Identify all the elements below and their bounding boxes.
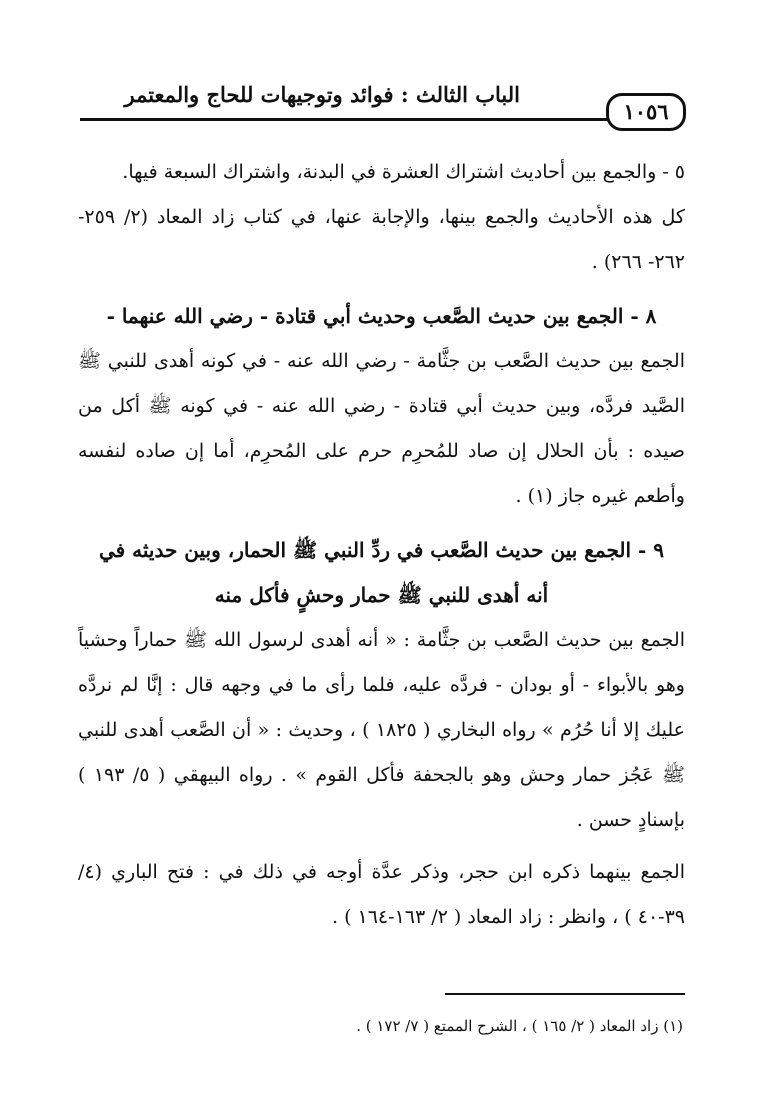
paragraph-conclusion: الجمع بينهما ذكره ابن حجر، وذكر عدَّة أوجه في ذلك في : فتح الباري (٤/ ٣٩-٤٠ ) ، وانظر : زاد المعاد ( ٢/ ١٦٣-١٦٤ ) . (78, 861, 685, 928)
paragraph-item-5: ٥ - والجمع بين أحاديث اشتراك العشرة في البدنة، واشتراك السبعة فيها. (122, 161, 685, 183)
section-heading-9-line-2: أنه أهدى للنبي ﷺ حمار وحشٍ فأكل منه (214, 583, 549, 607)
paragraph-section-9: الجمع بين حديث الصَّعب بن جثَّامة : « أنه أهدى لرسول الله ﷺ حماراً وحشياً وهو بالأبواء - أو بودان - فردَّه عليه، فلما رأى ما في وجهه قال : إنَّا لم نردَّه عليك إلا أنا حُرُم » رواه البخاري ( ١٨٢٥ ) ، وحديث : « أن الصَّعب أهدى للنبي ﷺ عَجُز حمار وحش وهو بالجحفة فأكل القوم » . رواه البيهقي ( ٥/ ١٩٣ ) بإسنادٍ حسن . (78, 629, 686, 831)
page-number: ١٠٥٦ (606, 93, 686, 131)
paragraph-reference: كل هذه الأحاديث والجمع بينها، والإجابة عنها، في كتاب زاد المعاد (٢/ ٢٥٩- ٢٦٢- ٢٦٦) . (78, 206, 685, 273)
footnote-divider (445, 993, 685, 995)
footnote: (١) زاد المعاد ( ٢/ ١٦٥ ) ، الشرح الممتع ( ٧/ ١٧٢ ) . (356, 1017, 683, 1035)
section-heading-9-line-1: ٩ - الجمع بين حديث الصَّعب في ردِّ النبي ﷺ الحمار، وبين حديثه في (98, 538, 665, 562)
main-text (78, 150, 685, 940)
section-heading-8: ٨ - الجمع بين حديث الصَّعب وحديث أبي قتادة - رضي الله عنهما - (106, 304, 657, 328)
chapter-title: الباب الثالث : فوائد وتوجيهات للحاج والمعتمر (124, 82, 520, 107)
paragraph-section-8: الجمع بين حديث الصَّعب بن جثَّامة - رضي الله عنه - في كونه أهدى للنبي ﷺ الصَّيد فردَّه، وبين حديث أبي قتادة - رضي الله عنه - في كونه ﷺ أكل من صيده : بأن الحلال إن صاد للمُحرِم حرم على المُحرِم، أما إن صاده لنفسه وأطعم غيره جاز (١) . (78, 350, 685, 507)
header-rule (80, 118, 628, 121)
